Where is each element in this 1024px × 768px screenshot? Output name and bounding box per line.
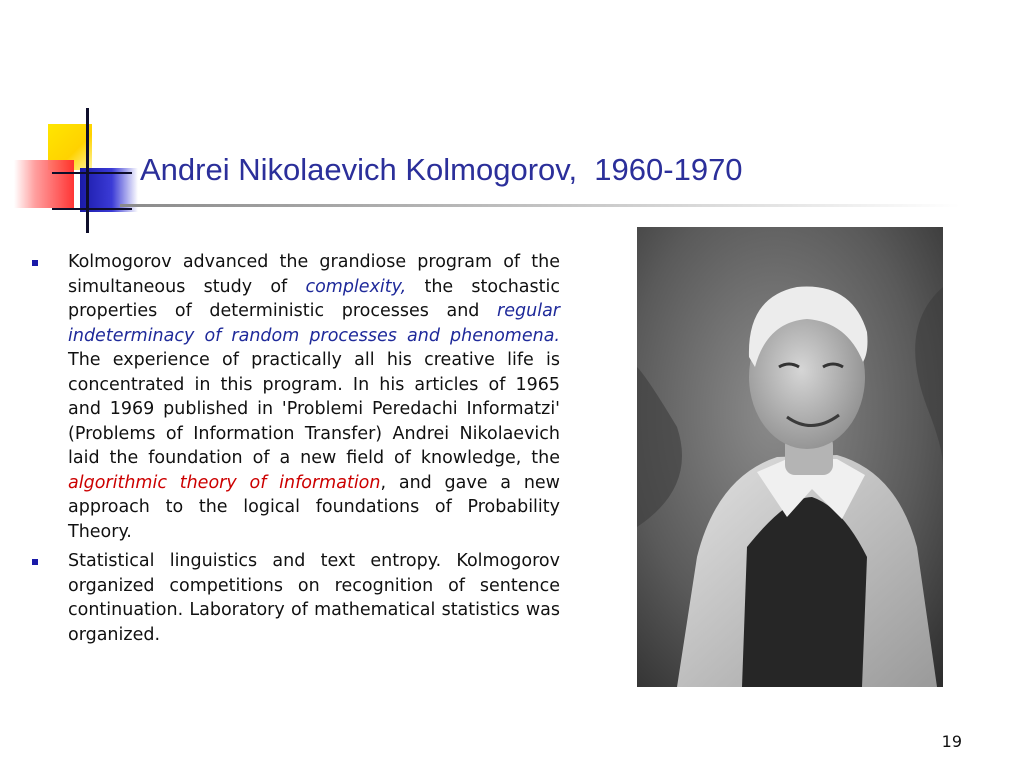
bullet-item [30,250,560,544]
bullet-list [30,250,560,647]
slide-body [30,250,560,652]
emphasis-algorithmic-theory: algorithmic theory of information [68,472,381,493]
logo-horizontal-bar [52,172,132,174]
page-number: 19 [941,732,962,751]
bullet-text: Kolmogorov advanced the grandiose program of the simultaneous study of [68,252,560,297]
bullet-square-icon [32,260,38,266]
bullet-text: , and gave a new approach to the logical foundations of Probability Theory. [68,472,560,542]
logo-horizontal-bar [52,208,132,210]
logo-red-square [14,160,74,208]
bullet-text: The experience of practically all his creative life is concentrated in this program. In his articles of 1965 and 1969 published in 'Problemi Peredachi Informatzi' (Problems of Information Transfer) Andrei Nikolaevich laid the foundation of a new field of knowledge, the [68,350,560,468]
logo-vertical-bar [86,108,89,233]
emphasis-regular-indeterminacy: regular indeterminacy of random processes and phenomena. [68,301,560,346]
portrait-photo [637,227,943,687]
title-underline [120,204,960,207]
bullet-square-icon [32,559,38,565]
slide-logo-decoration [10,108,140,233]
bullet-item [30,549,560,647]
bullet-text: Statistical linguistics and text entropy. Kolmogorov organized competitions on recognition of sentence continuation. Laboratory of mathematical statistics was organized. [68,551,560,645]
emphasis-complexity: complexity, [305,276,407,297]
slide-title: Andrei Nikolaevich Kolmogorov, 1960-1970 [140,152,743,187]
bullet-text: the stochastic properties of deterministic processes and [68,276,560,321]
